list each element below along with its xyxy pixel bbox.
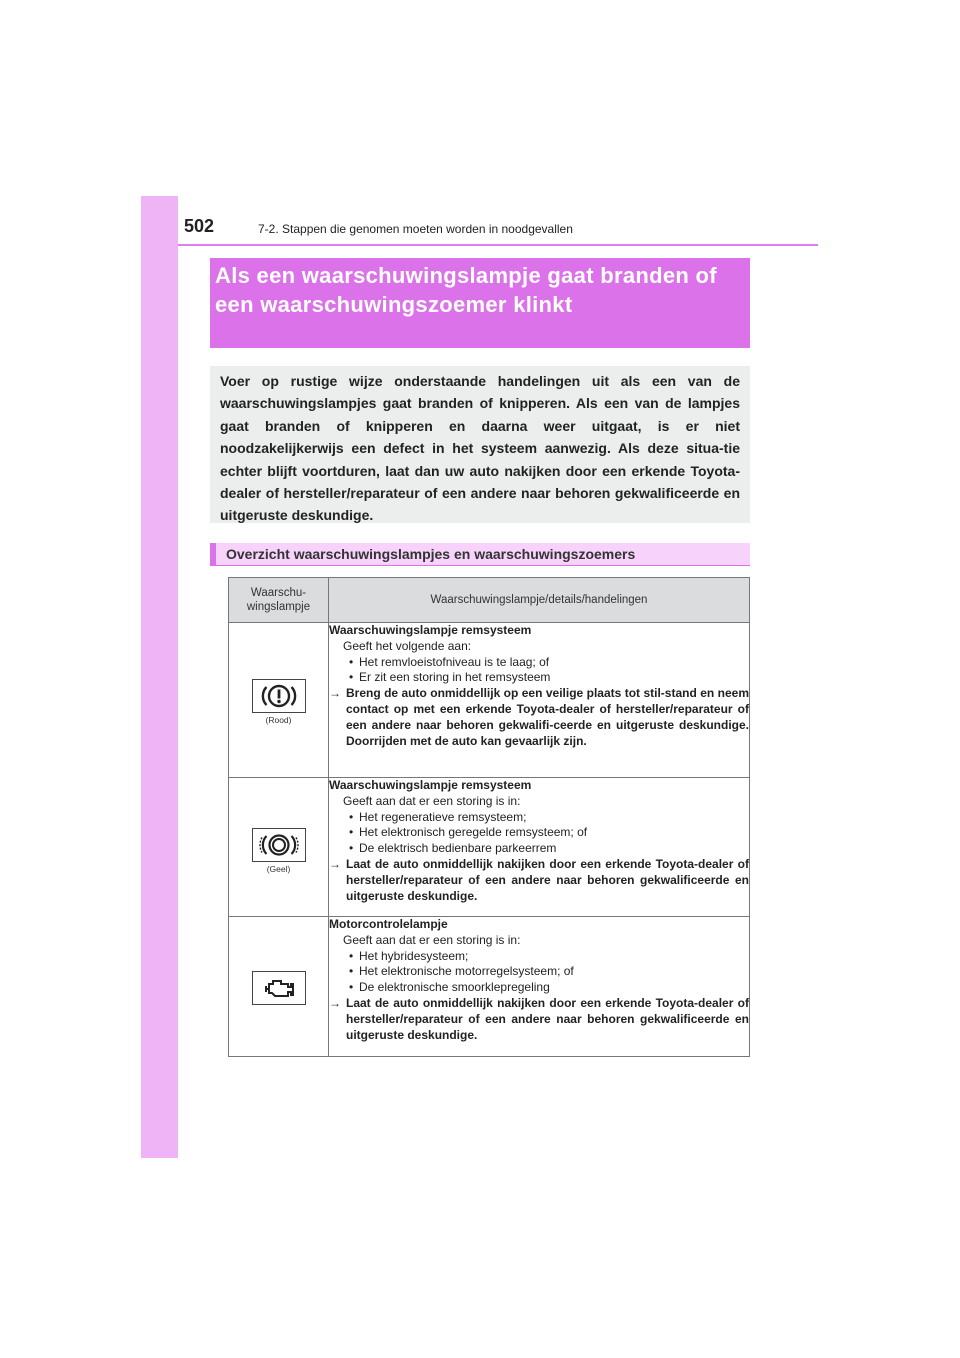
table-row — [229, 917, 750, 1057]
action-text — [329, 686, 749, 749]
brake-system-warning-icon — [252, 828, 306, 862]
table-header-row — [229, 578, 750, 623]
page-number: 502 — [184, 216, 215, 236]
lamp-cell — [229, 778, 329, 917]
subheading-text: Overzicht waarschuwingslampjes en waarschuwingszoemers — [226, 546, 636, 562]
brake-warning-icon — [252, 679, 306, 713]
list-item: • Het hybridesysteem; — [349, 949, 749, 965]
arrow-icon: → — [329, 856, 341, 871]
lamp-cell — [229, 623, 329, 778]
lamp-color-caption: (Rood) — [265, 715, 292, 725]
table-row — [229, 623, 750, 778]
list-item: • Het regeneratieve remsysteem; — [349, 810, 749, 826]
list-item: • Er zit een storing in het remsysteem — [349, 670, 749, 686]
intro-text: Voer op rustige wijze onderstaande handelingen uit als een van de waarschuwingslampjes gaat branden of knipperen. Als een van de lampjes gaat branden of knipperen en daarna weer uitgaat, is er niet noodzakelijkerwijs een defect in het systeem aanwezig. Als deze situa-tie echter blijft voortduren, laat dan uw auto nakijken door een erkende Toyota-dealer of hersteller/reparateur of een andere naar behoren gekwalificeerde en uitgeruste deskundige. — [220, 373, 740, 524]
warning-lamp-table — [228, 577, 750, 1057]
list-item: • De elektronische smoorklepregeling — [349, 980, 749, 996]
intro-box — [210, 366, 750, 523]
lamp-intro: Geeft het volgende aan: — [343, 638, 472, 653]
header-rule — [178, 244, 818, 246]
table-row — [229, 778, 750, 917]
lamp-color-caption: (Geel) — [266, 864, 291, 874]
action-text — [329, 996, 749, 1043]
title-banner — [210, 258, 750, 348]
action-label: Breng de auto onmiddellijk op een veilige plaats tot stil-stand en neem contact op met een erkende Toyota-dealer of hersteller/reparateur of een andere naar behoren gekwalifi-ceerde en uitgeruste deskundige. Doorrijden met de auto kan gevaarlijk zijn. — [346, 686, 749, 748]
section-header: 7-2. Stappen die genomen moeten worden in noodgevallen — [258, 222, 573, 236]
action-label: Laat de auto onmiddellijk nakijken door een erkende Toyota-dealer of hersteller/reparateur of een andere naar behoren gekwalificeerde en uitgeruste deskundige. — [346, 995, 749, 1042]
condition-list — [329, 655, 749, 687]
chapter-tab-bar — [141, 196, 178, 1158]
col-header-lamp: Waarschu-wingslampje — [229, 578, 329, 623]
list-item: • De elektrisch bedienbare parkeerrem — [349, 841, 749, 857]
lamp-intro: Geeft aan dat er een storing is in: — [343, 932, 521, 947]
lamp-title: Motorcontrolelampje — [329, 917, 448, 931]
subheading-bar — [210, 543, 750, 566]
list-item: • Het elektronisch geregelde remsysteem; of — [349, 825, 749, 841]
list-item: • Het remvloeistofniveau is te laag; of — [349, 655, 749, 671]
description-cell — [329, 623, 750, 778]
lamp-intro: Geeft aan dat er een storing is in: — [343, 793, 521, 808]
condition-list — [329, 810, 749, 857]
description-cell — [329, 778, 750, 917]
arrow-icon: → — [329, 995, 341, 1010]
lamp-cell — [229, 917, 329, 1057]
lamp-title: Waarschuwingslampje remsysteem — [329, 623, 532, 637]
col-header-details: Waarschuwingslampje/details/handelingen — [329, 578, 750, 623]
engine-check-icon — [252, 971, 306, 1005]
page-title: Als een waarschuwingslampje gaat branden of een waarschuwingszoemer klinkt — [215, 263, 717, 317]
list-item: • Het elektronische motorregelsysteem; of — [349, 964, 749, 980]
lamp-title: Waarschuwingslampje remsysteem — [329, 778, 532, 792]
condition-list — [329, 949, 749, 996]
action-label: Laat de auto onmiddellijk nakijken door een erkende Toyota-dealer of hersteller/reparateur of een andere naar behoren gekwalificeerde en uitgeruste deskundige. — [346, 856, 749, 903]
description-cell — [329, 917, 750, 1057]
action-text — [329, 857, 749, 904]
arrow-icon: → — [329, 686, 341, 701]
